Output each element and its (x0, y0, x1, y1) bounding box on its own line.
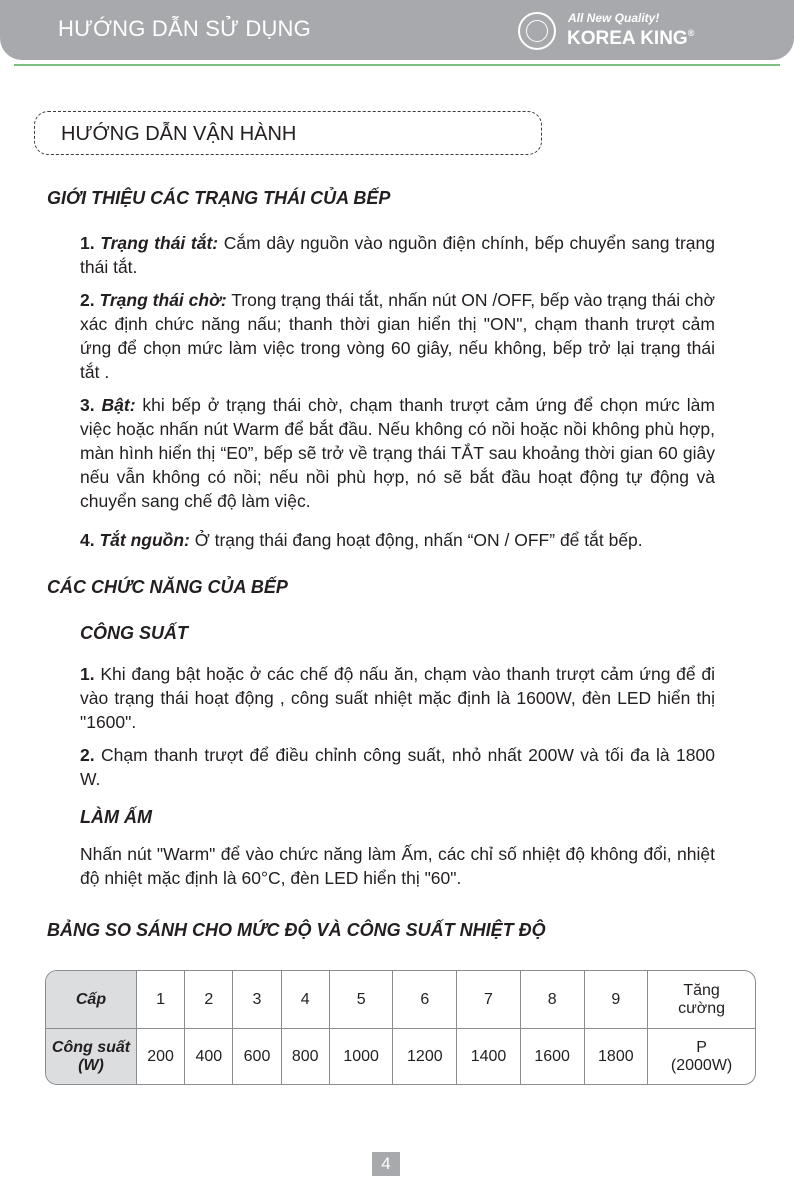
row-label-power-line2: (W) (78, 1056, 104, 1074)
state-text: Trong trạng thái tắt, nhấn nút ON /OFF, bếp vào trạng thái chờ xác định chức năng nấu; thanh thời gian hiển thị "ON", chạm thanh trượt cảm ứng để chọn mức làm việc trong vòng 60 giây, nếu không, bếp trở lại trạng thái tắt . (80, 290, 715, 382)
row-label-power (46, 1029, 137, 1084)
state-text: Cắm dây nguồn vào nguồn điện chính, bếp chuyển sang trạng thái tắt. (80, 233, 715, 277)
state-item-3 (80, 393, 715, 513)
header-title: HƯỚNG DẪN SỬ DỤNG (58, 16, 311, 41)
page-header (0, 0, 794, 60)
power-cell: 800 (282, 1029, 330, 1084)
state-num: 1. (80, 233, 95, 253)
power-cell: 1000 (330, 1029, 394, 1084)
level-cell: 9 (585, 971, 649, 1029)
boost-level-cell (648, 971, 755, 1029)
table-heading: BẢNG SO SÁNH CHO MỨC ĐỘ VÀ CÔNG SUẤT NHIỆT ĐỘ (47, 920, 546, 940)
level-cell: 2 (185, 971, 233, 1029)
level-cell: 4 (282, 971, 330, 1029)
warm-heading: LÀM ẤM (80, 807, 152, 827)
level-cell: 5 (330, 971, 394, 1029)
state-term: Bật: (101, 395, 136, 415)
boost-power-line2: (2000W) (670, 1056, 733, 1074)
power-cell: 1200 (393, 1029, 457, 1084)
state-term: Trạng thái tắt: (100, 233, 219, 253)
logo-tagline: All New Quality! (568, 11, 660, 25)
power-cell: 1400 (457, 1029, 521, 1084)
page-number: 4 (372, 1152, 400, 1176)
state-item-2 (80, 288, 715, 384)
header-divider (14, 64, 780, 66)
boost-label-line1: Tăng (683, 981, 720, 999)
power-item-2 (80, 743, 715, 791)
state-text: Ở trạng thái đang hoạt động, nhấn “ON / OFF” để tắt bếp. (189, 530, 643, 550)
state-num: 2. (80, 290, 95, 310)
states-heading: GIỚI THIỆU CÁC TRẠNG THÁI CỦA BẾP (47, 188, 391, 208)
functions-heading: CÁC CHỨC NĂNG CỦA BẾP (47, 577, 288, 597)
level-cell: 1 (137, 971, 185, 1029)
logo-brand-text: KOREA KING (567, 28, 688, 49)
warm-text: Nhấn nút "Warm" để vào chức năng làm Ấm, các chỉ số nhiệt độ không đổi, nhiệt độ nhiệt mặc định là 60°C, đèn LED hiển thị "60". (80, 844, 715, 888)
state-item-4 (80, 528, 715, 552)
power-cell: 400 (185, 1029, 233, 1084)
power-item-1 (80, 662, 715, 734)
power-num: 2. (80, 745, 95, 765)
state-num: 3. (80, 395, 95, 415)
power-text: Khi đang bật hoặc ở các chế độ nấu ăn, chạm vào thanh trượt cảm ứng để đi vào trạng thái hoạt động , công suất nhiệt mặc định là 1600W, đèn LED hiển thị "1600". (80, 664, 715, 732)
level-cell: 8 (521, 971, 585, 1029)
row-label-level: Cấp (46, 971, 137, 1029)
korea-king-seal-icon (518, 12, 556, 50)
table-row-powers (46, 1029, 755, 1084)
state-term: Tắt nguồn: (99, 530, 190, 550)
power-cell: 200 (137, 1029, 185, 1084)
logo-brand (567, 28, 694, 50)
level-cell: 7 (457, 971, 521, 1029)
table-row-levels (46, 971, 755, 1029)
boost-label-line2: cường (678, 999, 726, 1017)
state-text: khi bếp ở trạng thái chờ, chạm thanh trượt cảm ứng để chọn mức làm việc hoặc nhấn nút Warm để bắt đầu. Nếu không có nồi hoặc nồi không phù hợp, màn hình hiển thị “E0”, bếp sẽ trở về trạng thái TẮT sau khoảng thời gian 60 giây nếu vẫn không có nồi; nếu nồi phù hợp, nó sẽ bắt đầu hoạt động tự động và chuyển sang chế độ làm việc. (80, 395, 715, 511)
power-heading: CÔNG SUẤT (80, 623, 188, 643)
boost-power-line1: P (696, 1038, 707, 1056)
power-cell: 600 (233, 1029, 281, 1084)
power-cell: 1800 (585, 1029, 649, 1084)
section-title-box (34, 111, 542, 155)
state-item-1 (80, 231, 715, 279)
boost-power-cell (648, 1029, 755, 1084)
registered-mark: ® (687, 28, 695, 38)
power-text: Chạm thanh trượt để điều chỉnh công suất, nhỏ nhất 200W và tối đa là 1800 W. (80, 745, 715, 789)
state-num: 4. (80, 530, 95, 550)
level-cell: 3 (233, 971, 281, 1029)
power-comparison-table (45, 970, 756, 1085)
power-num: 1. (80, 664, 95, 684)
row-label-power-line1: Công suất (51, 1038, 131, 1056)
power-cell: 1600 (521, 1029, 585, 1084)
level-cell: 6 (393, 971, 457, 1029)
section-title: HƯỚNG DẪN VẬN HÀNH (61, 123, 297, 145)
state-term: Trạng thái chờ: (99, 290, 227, 310)
